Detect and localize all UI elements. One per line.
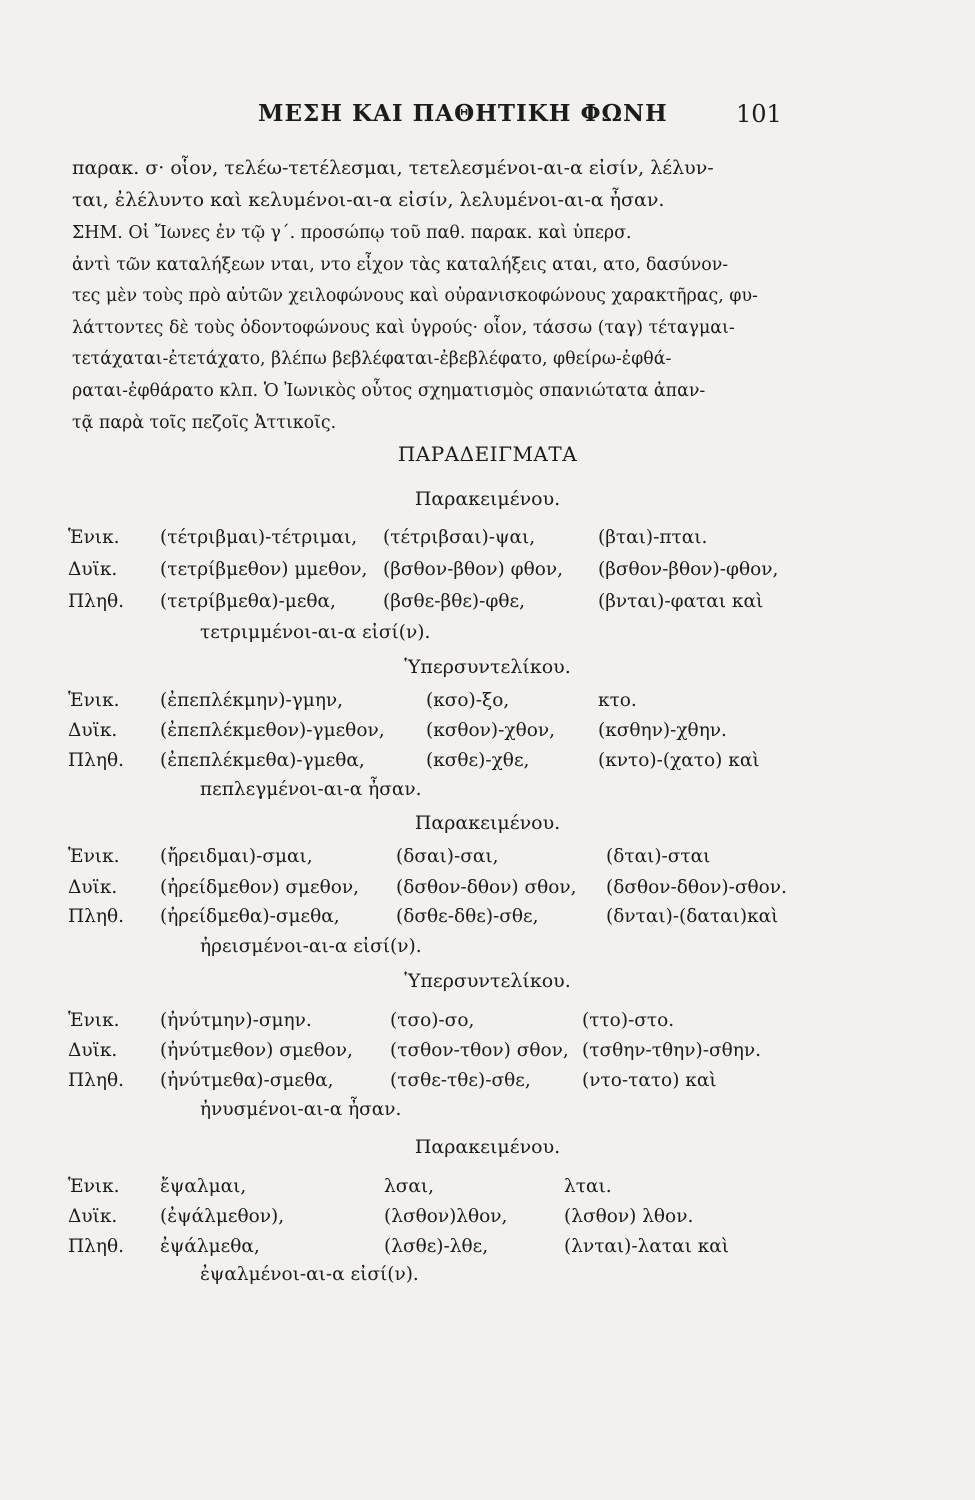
form-column-1: (ἠνύτμην)-σμην. [160,1010,312,1031]
text-line: ραται-ἐφθάρατο κλπ. Ὁ Ἰωνικὸς οὗτος σχηματισμὸς σπανιώτατα ἀπαν- [72,380,706,401]
periphrastic-form: τετριμμένοι-αι-α εἰσί(ν). [200,622,431,643]
periphrastic-form: πεπλεγμένοι-αι-α ἦσαν. [200,779,422,800]
text-line: τᾷ παρὰ τοῖς πεζοῖς Ἀττικοῖς. [72,412,337,433]
running-header-title: ΜΕΣΗ ΚΑΙ ΠΑΘΗΤΙΚΗ ΦΩΝΗ [258,100,668,127]
form-column-2: (λσθον)λθον, [384,1206,508,1227]
form-column-3: (βται)-πται. [598,527,708,548]
form-column-3: (ντο-τατο) καὶ [582,1070,717,1091]
number-label: Δυϊκ. [68,559,118,580]
form-column-1: (τέτριβμαι)-τέτριμαι, [160,527,358,548]
form-column-2: (τέτριβσαι)-ψαι, [383,527,536,548]
intro-paragraph [72,153,784,216]
form-column-1: (τετρίβμεθον) μμεθον, [160,559,368,580]
form-column-2: (κσο)-ξο, [426,690,510,711]
form-column-3: (ττο)-στο. [582,1010,675,1031]
section-heading: Παρακειμένου. [414,488,561,510]
form-column-2: (βσθον-βθον) φθον, [383,559,563,580]
number-label: Πληθ. [68,906,124,927]
text-line: ἀντὶ τῶν καταλήξεων νται, ντο εἶχον τὰς καταλήξεις αται, ατο, δασύνον- [72,254,729,275]
page-number: 101 [736,100,782,128]
form-column-1: (ἐπεπλέκμεθα)-γμεθα, [160,750,365,771]
form-column-3: κτο. [598,690,637,711]
examples-heading: ΠΑΡΑΔΕΙΓΜΑΤΑ [397,442,578,466]
text-line: λάττοντες δὲ τοὺς ὀδοντοφώνους καὶ ὑγρούς· οἷον, τάσσω (ταγ) τέταγμαι- [72,317,735,338]
text-line: τες μὲν τοὺς πρὸ αὐτῶν χειλοφώνους καὶ οὐρανισκοφώνους χαρακτῆρας, φυ- [72,286,758,307]
text-line: παρακ. σ· οἷον, τελέω-τετέλεσμαι, τετελεσμένοι-αι-α εἰσίν, λέλυν- [72,157,714,179]
form-column-1: (ἐψάλμεθον), [160,1206,285,1227]
number-label: Πληθ. [68,1236,124,1257]
form-column-1: (τετρίβμεθα)-μεθα, [160,591,336,612]
form-column-1: (ἠνύτμεθον) σμεθον, [160,1040,353,1061]
number-label: Πληθ. [68,591,124,612]
form-column-2: (λσθε)-λθε, [384,1236,489,1257]
form-column-3: (δνται)-(δαται)καὶ [606,906,779,927]
form-column-3: (κντο)-(χατο) καὶ [598,750,760,771]
form-column-2: (κσθον)-χθον, [426,720,556,741]
form-column-2: (δσθον-δθον) σθον, [396,877,577,898]
section-heading: Ὑπερσυντελίκου. [404,970,571,992]
form-column-1: (ἤρειδμαι)-σμαι, [160,846,313,867]
form-column-2: λσαι, [384,1176,434,1197]
form-column-3: (λνται)-λαται καὶ [564,1236,730,1257]
form-column-3: λται. [564,1176,612,1197]
form-column-2: (κσθε)-χθε, [426,750,530,771]
form-column-1: (ἠρείδμεθον) σμεθον, [160,877,360,898]
number-label: Ἑνικ. [68,1010,120,1031]
form-column-3: (λσθον) λθον. [564,1206,694,1227]
form-column-2: (τσο)-σο, [390,1010,475,1031]
form-column-1: (ἠρείδμεθα)-σμεθα, [160,906,340,927]
section-heading: Παρακειμένου. [414,812,561,834]
form-column-3: (δται)-σται [606,846,711,867]
number-label: Ἑνικ. [68,846,120,867]
form-column-3: (κσθην)-χθην. [598,720,727,741]
number-label: Πληθ. [68,1070,124,1091]
form-column-2: (δσθε-δθε)-σθε, [396,906,539,927]
form-column-1: ἔψαλμαι, [160,1176,247,1197]
note-paragraph [72,218,784,439]
form-column-1: (ἐπεπλέκμην)-γμην, [160,690,344,711]
form-column-3: (τσθην-τθην)-σθην. [582,1040,761,1061]
form-column-1: (ἐπεπλέκμεθον)-γμεθον, [160,720,385,741]
section-heading: Παρακειμένου. [414,1136,561,1158]
form-column-3: (βνται)-φαται καὶ [598,591,764,612]
text-line: ται, ἐλέλυντο καὶ κελυμένοι-αι-α εἰσίν, λελυμένοι-αι-α ἦσαν. [72,188,665,211]
number-label: Δυϊκ. [68,1040,118,1061]
number-label: Πληθ. [68,750,124,771]
number-label: Δυϊκ. [68,1206,118,1227]
periphrastic-form: ἠνυσμένοι-αι-α ἦσαν. [200,1099,402,1120]
text-line: τετάχαται-ἐτετάχατο, βλέπω βεβλέφαται-ἐβεβλέφατο, φθείρω-ἐφθά- [72,349,672,370]
form-column-3: (βσθον-βθον)-φθον, [598,559,779,580]
form-column-1: (ἠνύτμεθα)-σμεθα, [160,1070,334,1091]
form-column-2: (τσθον-τθον) σθον, [390,1040,569,1061]
number-label: Ἑνικ. [68,527,120,548]
text-line: ΣΗΜ. Οἱ Ἴωνες ἐν τῷ γ΄. προσώπῳ τοῦ παθ. παρακ. καὶ ὑπερσ. [72,223,632,243]
form-column-2: (βσθε-βθε)-φθε, [383,591,525,612]
number-label: Ἑνικ. [68,1176,120,1197]
periphrastic-form: ἐψαλμένοι-αι-α εἰσί(ν). [200,1264,419,1285]
form-column-3: (δσθον-δθον)-σθον. [606,877,787,898]
number-label: Δυϊκ. [68,877,118,898]
number-label: Ἑνικ. [68,690,120,711]
form-column-1: ἐψάλμεθα, [160,1236,260,1257]
form-column-2: (δσαι)-σαι, [396,846,499,867]
section-heading: Ὑπερσυντελίκου. [404,656,571,678]
number-label: Δυϊκ. [68,720,118,741]
periphrastic-form: ἠρεισμένοι-αι-α εἰσί(ν). [200,936,422,957]
form-column-2: (τσθε-τθε)-σθε, [390,1070,531,1091]
